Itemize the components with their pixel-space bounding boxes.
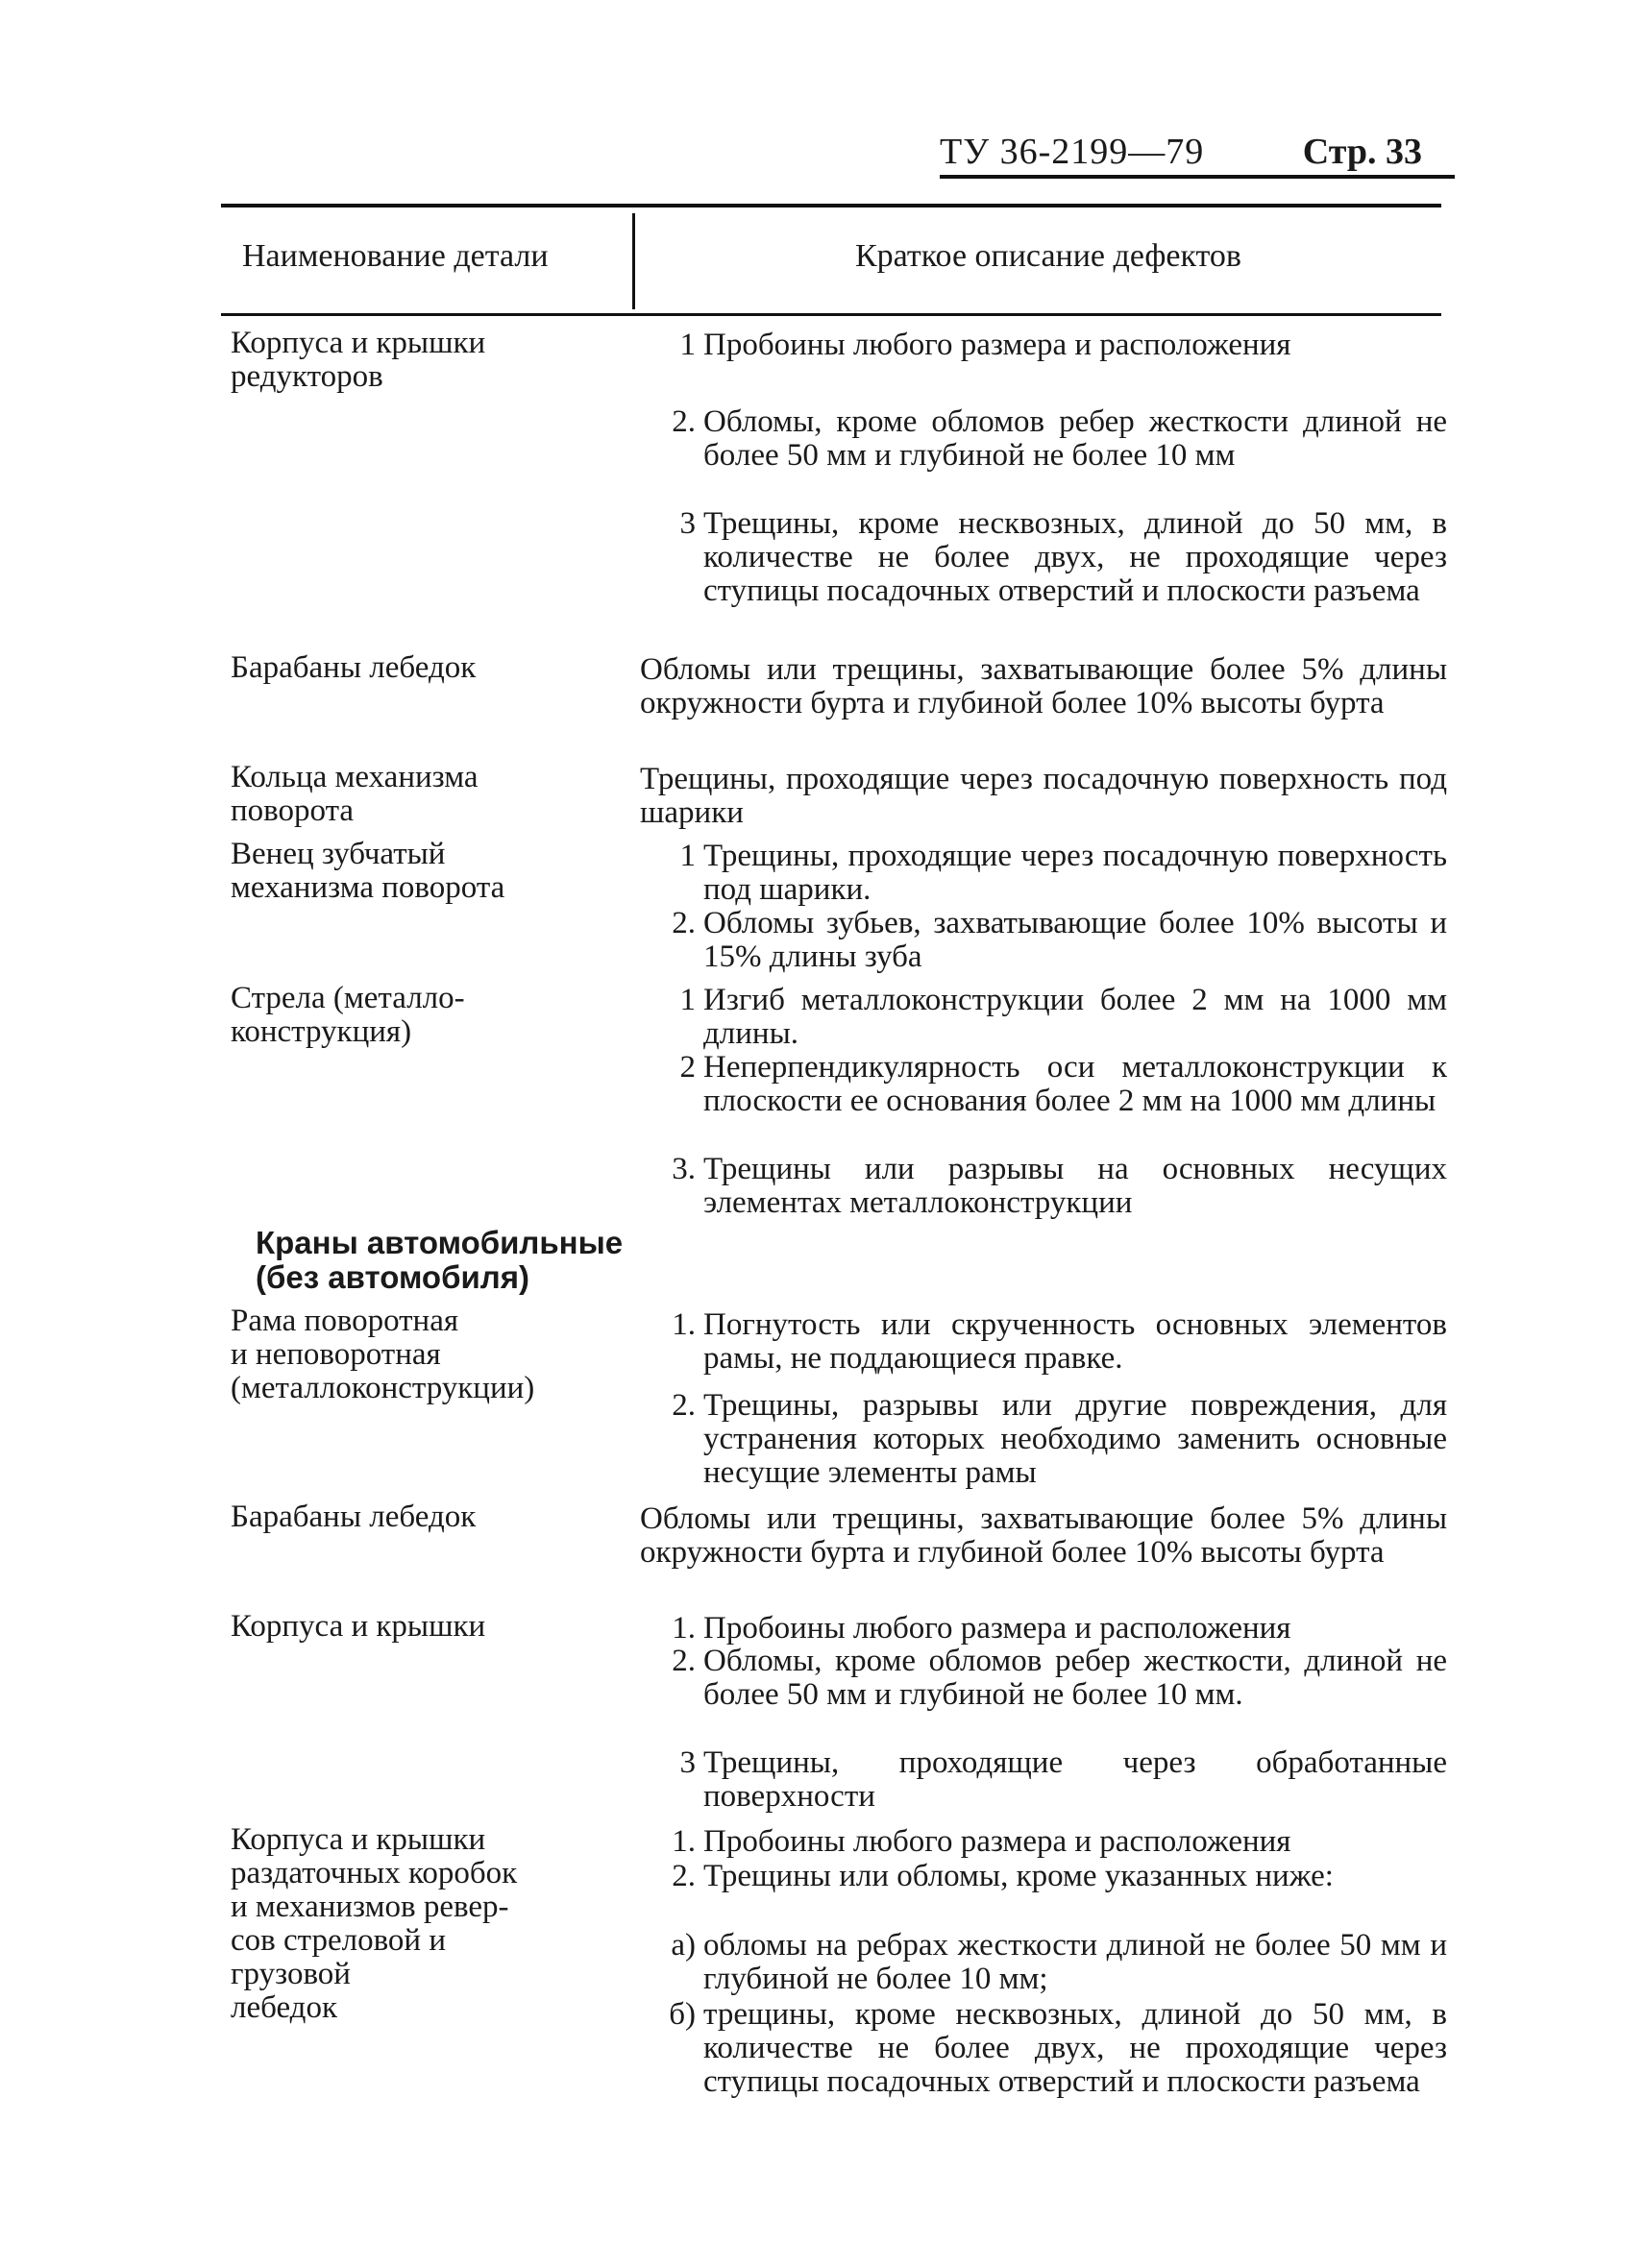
defect-item: [640, 1153, 1447, 1220]
item-text: Трещины, проходящие через обработанные поверхности: [703, 1745, 1447, 1814]
item-number: 1: [679, 328, 696, 362]
item-number: 2.: [672, 1644, 696, 1678]
part-name: Барабаны лебедок: [231, 650, 477, 685]
defect-item: [640, 1308, 1447, 1376]
defect-item: [640, 1825, 1447, 1859]
item-text: Обломы зубьев, захватывающие более 10% высоты и 15% длины зуба: [703, 906, 1447, 974]
defect-item: [640, 1645, 1447, 1712]
item-number: а): [671, 1928, 696, 1963]
item-number: 3: [679, 1745, 696, 1780]
item-text: Трещины, кроме несквозных, длиной до 50 мм, в количестве не более двух, не проходящие через ступицы посадочных отверстий и плоскости разъема: [703, 506, 1447, 608]
item-number: 1.: [672, 1307, 696, 1342]
table-header-divider: [632, 213, 635, 309]
item-number: 3: [679, 506, 696, 541]
item-number: б): [669, 1997, 696, 2032]
defect-item: [640, 1389, 1447, 1490]
defect-item: [640, 1929, 1447, 1996]
item-text: Трещины или обломы, кроме указанных ниже:: [703, 1859, 1334, 1893]
item-number: 2.: [672, 404, 696, 439]
defect-text: Обломы или трещины, захватывающие более 5% длины окружности бурта и глубиной более 10% высоты бурта: [640, 1501, 1447, 1570]
column-header-part-name: Наименование детали: [242, 238, 549, 274]
defect-item: [640, 1860, 1447, 1893]
part-name: Стрела (металло- конструкция): [231, 981, 465, 1049]
item-number: 2: [679, 1050, 696, 1085]
item-number: 2.: [672, 1388, 696, 1423]
defect-item: [640, 1746, 1447, 1814]
item-number: 1.: [672, 1611, 696, 1646]
page-header: [940, 125, 1455, 179]
item-text: Неперпендикулярность оси металлоконструкции к плоскости ее основания более 2 мм на 1000 мм длины: [703, 1050, 1447, 1118]
item-text: Изгиб металлоконструкции более 2 мм на 1000 мм длины.: [703, 983, 1447, 1051]
section-heading: Краны автомобильные (без автомобиля): [256, 1225, 624, 1295]
item-number: 3.: [672, 1152, 696, 1186]
column-header-defects: Краткое описание дефектов: [855, 238, 1241, 274]
defect-item: [640, 984, 1447, 1051]
part-name: Корпуса и крышки раздаточных коробок и механизмов ревер- сов стреловой и грузовой лебедок: [231, 1822, 518, 2025]
item-text: Обломы, кроме обломов ребер жесткости длиной не более 50 мм и глубиной не более 10 мм: [703, 404, 1447, 473]
table-top-rule: [221, 204, 1441, 207]
item-text: Трещины или разрывы на основных несущих элементах металлоконструкции: [703, 1152, 1447, 1220]
item-text: Обломы, кроме обломов ребер жесткости, длиной не более 50 мм и глубиной не более 10 мм.: [703, 1644, 1447, 1712]
part-name: Венец зубчатый механизма поворота: [231, 837, 505, 905]
defect-text: Трещины, проходящие через посадочную поверхность под шарики: [640, 762, 1447, 830]
defect-item: [640, 405, 1447, 473]
item-number: 2.: [672, 906, 696, 940]
part-name: Корпуса и крышки редукторов: [231, 326, 486, 394]
item-text: обломы на ребрах жесткости длиной не более 50 мм и глубиной не более 10 мм;: [703, 1928, 1447, 1996]
item-text: Погнутость или скрученность основных элементов рамы, не поддающиеся правке.: [703, 1307, 1447, 1376]
part-name: Корпуса и крышки: [231, 1609, 486, 1644]
item-text: Пробоины любого размера и расположения: [703, 328, 1291, 362]
defect-item: [640, 507, 1447, 608]
item-text: Пробоины любого размера и расположения: [703, 1824, 1291, 1859]
defect-item: [640, 840, 1447, 907]
item-number: 2.: [672, 1859, 696, 1893]
part-name: Барабаны лебедок: [231, 1500, 477, 1534]
document-code: ТУ 36-2199—79: [940, 132, 1205, 172]
item-number: 1: [679, 839, 696, 873]
item-number: 1.: [672, 1824, 696, 1859]
defect-text: Обломы или трещины, захватывающие более 5% длины окружности бурта и глубиной более 10% высоты бурта: [640, 652, 1447, 720]
defect-item: [640, 1998, 1447, 2099]
item-text: Пробоины любого размера и расположения: [703, 1611, 1291, 1646]
item-text: Трещины, проходящие через посадочную поверхность под шарики.: [703, 839, 1447, 907]
page-number: Стр. 33: [1302, 132, 1422, 172]
table-header-rule: [221, 313, 1441, 316]
item-text: трещины, кроме несквозных, длиной до 50 мм, в количестве не более двух, не проходящие через ступицы посадочных отверстий и плоскости разъема: [703, 1997, 1447, 2099]
part-name: Кольца механизма поворота: [231, 760, 479, 828]
item-number: 1: [679, 983, 696, 1017]
defect-item: [640, 1051, 1447, 1118]
defect-item: [640, 907, 1447, 974]
part-name: Рама поворотная и неповоротная (металлоконструкции): [231, 1304, 535, 1405]
defect-item: [640, 329, 1447, 362]
item-text: Трещины, разрывы или другие повреждения, для устранения которых необходимо заменить основные несущие элементы рамы: [703, 1388, 1447, 1490]
defect-item: [640, 1612, 1447, 1646]
